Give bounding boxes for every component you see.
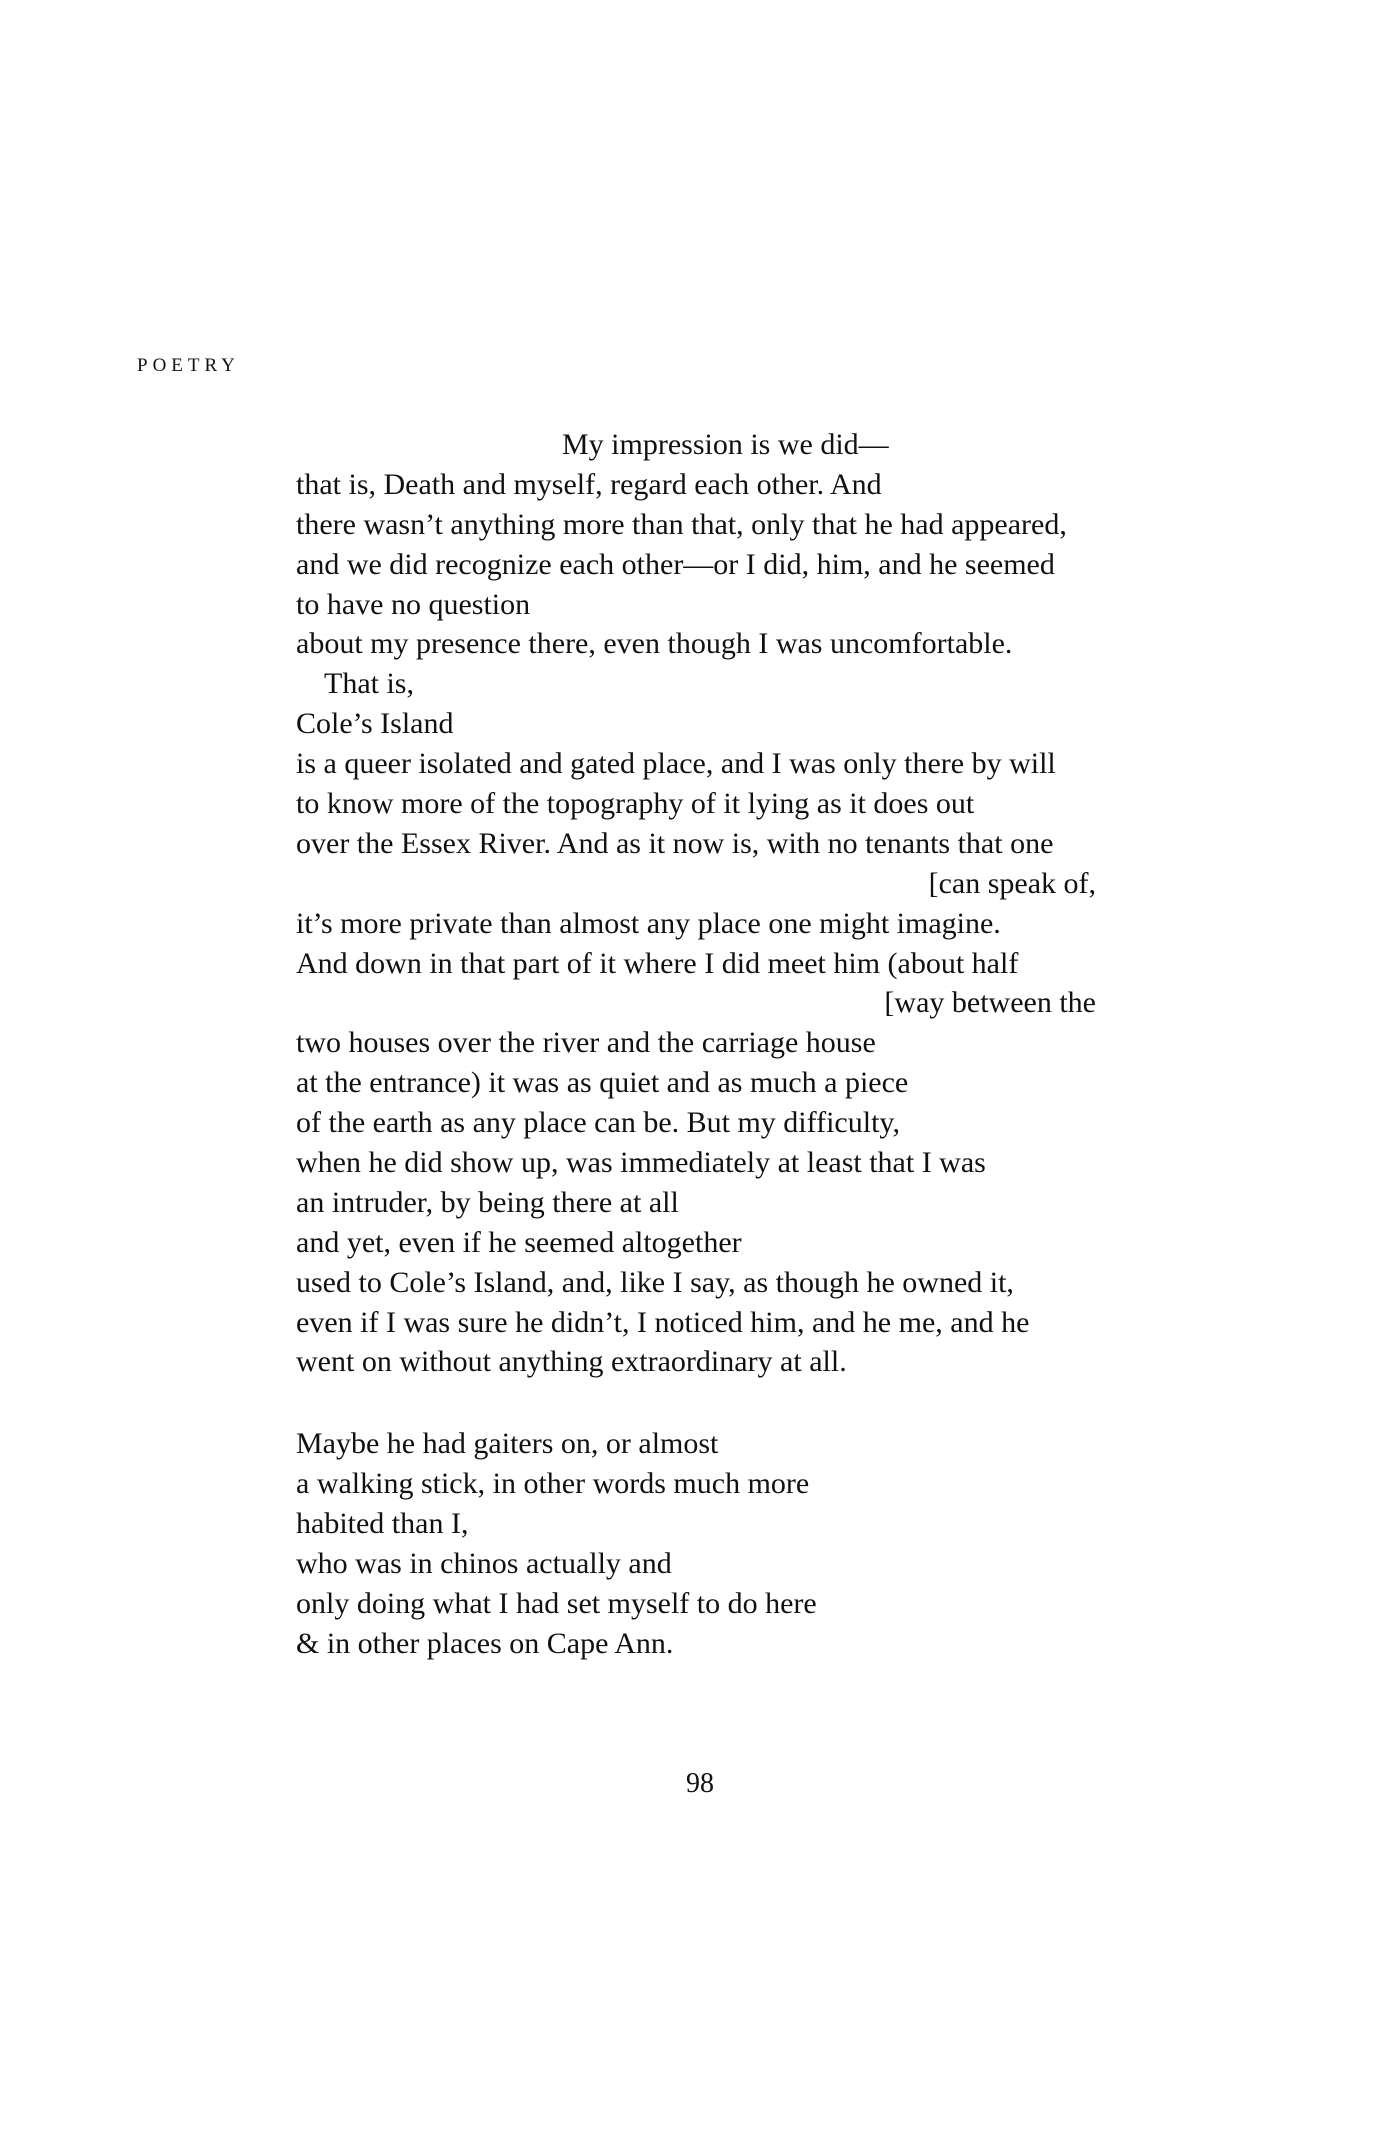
poem-line: habited than I,	[296, 1507, 469, 1541]
poem-line: and yet, even if he seemed altogether	[296, 1225, 742, 1259]
poem-line: to know more of the topography of it lying as it does out	[296, 787, 975, 821]
poem-line: that is, Death and myself, regard each other. And	[296, 467, 882, 501]
poem-line: And down in that part of it where I did meet him (about half	[296, 946, 1019, 980]
poem-line: My impression is we did—	[562, 428, 889, 461]
poem-line: used to Cole’s Island, and, like I say, as though he owned it,	[296, 1265, 1014, 1299]
poem-line: about my presence there, even though I was uncomfortable.	[296, 627, 1013, 661]
poem-line: a walking stick, in other words much more	[296, 1467, 810, 1501]
page-number: 98	[686, 1768, 714, 1799]
running-head: POETRY	[137, 355, 240, 376]
poem-line: even if I was sure he didn’t, I noticed him, and he me, and he	[296, 1305, 1030, 1339]
poem-line: is a queer isolated and gated place, and I was only there by will	[296, 747, 1056, 781]
poem-line: two houses over the river and the carriage house	[296, 1026, 876, 1060]
stanza	[296, 425, 1096, 1382]
poem-line: who was in chinos actually and	[296, 1547, 672, 1581]
poem-line: Cole’s Island	[296, 707, 454, 741]
poem-body	[296, 425, 1096, 1664]
poem-line-turnover: [way between the	[884, 986, 1096, 1020]
poem-line: only doing what I had set myself to do here	[296, 1586, 817, 1620]
poem-line: of the earth as any place can be. But my difficulty,	[296, 1106, 900, 1140]
stanza	[296, 1424, 1096, 1663]
poem-line: when he did show up, was immediately at least that I was	[296, 1146, 986, 1180]
poem-line: went on without anything extraordinary at all.	[296, 1345, 847, 1379]
poem-line: there wasn’t anything more than that, only that he had appeared,	[296, 507, 1067, 541]
stanza-break	[296, 1382, 1096, 1424]
poem-line: to have no question	[296, 587, 531, 621]
poem-line: an intruder, by being there at all	[296, 1185, 679, 1219]
poem-line: over the Essex River. And as it now is, with no tenants that one	[296, 826, 1054, 860]
poem-line: That is,	[324, 667, 414, 701]
poem-line: at the entrance) it was as quiet and as much a piece	[296, 1066, 909, 1100]
poem-line: it’s more private than almost any place one might imagine.	[296, 906, 1001, 940]
poem-line: and we did recognize each other—or I did, him, and he seemed	[296, 547, 1055, 581]
poem-line: & in other places on Cape Ann.	[296, 1626, 674, 1660]
poem-line-turnover: [can speak of,	[928, 866, 1096, 900]
poem-line: Maybe he had gaiters on, or almost	[296, 1427, 719, 1461]
